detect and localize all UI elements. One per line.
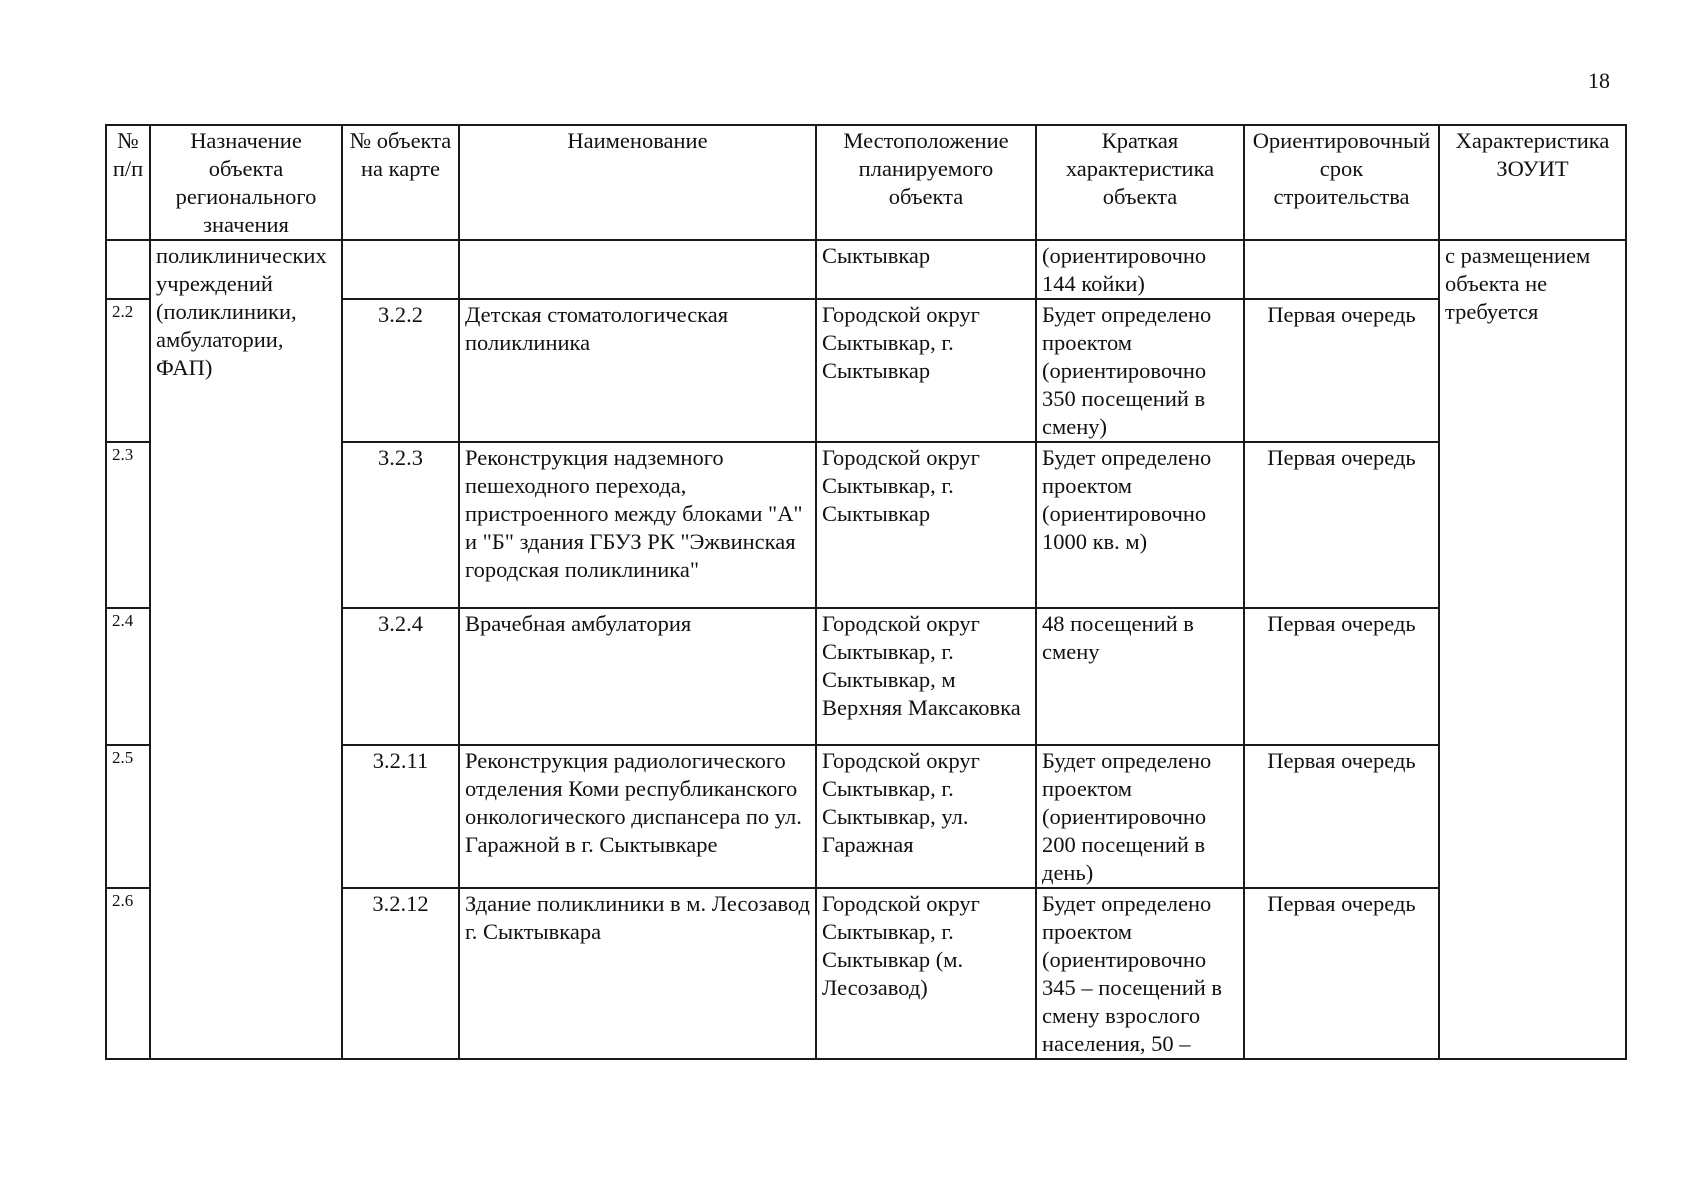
cell-num: 2.5 [106, 745, 150, 888]
header-purpose: Назначение объекта регионального значения [150, 125, 342, 240]
cell-short-characteristic: 48 посещений в смену [1036, 608, 1244, 745]
cell-num: 2.4 [106, 608, 150, 745]
header-zouit: Характеристика ЗОУИТ [1439, 125, 1626, 240]
cell-construction-term: Первая очередь [1244, 888, 1439, 1059]
cell-short-characteristic: Будет определено проектом (ориентировочно 350 посещений в смену) [1036, 299, 1244, 442]
cell-map-number: 3.2.2 [342, 299, 459, 442]
cell-zouit: с размещением объекта не требуется [1439, 240, 1626, 1059]
cell-construction-term: Первая очередь [1244, 745, 1439, 888]
cell-short-characteristic: Будет определено проектом (ориентировочно 345 – посещений в смену взрослого населения, 50 – [1036, 888, 1244, 1059]
cell-num: 2.2 [106, 299, 150, 442]
cell-short-characteristic: Будет определено проектом (ориентировочно 200 посещений в день) [1036, 745, 1244, 888]
header-construction-term: Ориентировочный срок строительства [1244, 125, 1439, 240]
cell-name [459, 240, 816, 299]
cell-map-number: 3.2.4 [342, 608, 459, 745]
cell-location: Городской округ Сыктывкар, г. Сыктывкар [816, 299, 1036, 442]
header-num: № п/п [106, 125, 150, 240]
cell-num [106, 240, 150, 299]
cell-map-number: 3.2.12 [342, 888, 459, 1059]
header-name: Наименование [459, 125, 816, 240]
cell-construction-term: Первая очередь [1244, 442, 1439, 608]
cell-purpose: поликлинических учреждений (поликлиники, амбулатории, ФАП) [150, 240, 342, 1059]
cell-name: Реконструкция радиологического отделения Коми республиканского онкологического диспансера по ул. Гаражной в г. Сыктывкаре [459, 745, 816, 888]
cell-construction-term: Первая очередь [1244, 608, 1439, 745]
cell-name: Врачебная амбулатория [459, 608, 816, 745]
cell-map-number: 3.2.3 [342, 442, 459, 608]
table-header-row [106, 125, 1626, 240]
cell-num: 2.6 [106, 888, 150, 1059]
cell-location: Сыктывкар [816, 240, 1036, 299]
cell-map-number: 3.2.11 [342, 745, 459, 888]
cell-name: Детская стоматологическая поликлиника [459, 299, 816, 442]
cell-location: Городской округ Сыктывкар, г. Сыктывкар, ул. Гаражная [816, 745, 1036, 888]
regional-objects-table [105, 124, 1627, 1060]
header-short-characteristic: Краткая характеристика объекта [1036, 125, 1244, 240]
cell-construction-term [1244, 240, 1439, 299]
cell-num: 2.3 [106, 442, 150, 608]
table-row-continuation [106, 240, 1626, 299]
cell-location: Городской округ Сыктывкар, г. Сыктывкар (м. Лесозавод) [816, 888, 1036, 1059]
cell-name: Реконструкция надземного пешеходного перехода, пристроенного между блоками "А" и "Б" здания ГБУЗ РК "Эжвинская городская поликлиника" [459, 442, 816, 608]
cell-short-characteristic: (ориентировочно 144 койки) [1036, 240, 1244, 299]
cell-short-characteristic: Будет определено проектом (ориентировочно 1000 кв. м) [1036, 442, 1244, 608]
cell-location: Городской округ Сыктывкар, г. Сыктывкар, м Верхняя Максаковка [816, 608, 1036, 745]
cell-location: Городской округ Сыктывкар, г. Сыктывкар [816, 442, 1036, 608]
cell-construction-term: Первая очередь [1244, 299, 1439, 442]
cell-map-number [342, 240, 459, 299]
header-map-number: № объекта на карте [342, 125, 459, 240]
page-number: 18 [1588, 68, 1610, 93]
cell-name: Здание поликлиники в м. Лесозавод г. Сыктывкара [459, 888, 816, 1059]
header-location: Местоположение планируемого объекта [816, 125, 1036, 240]
